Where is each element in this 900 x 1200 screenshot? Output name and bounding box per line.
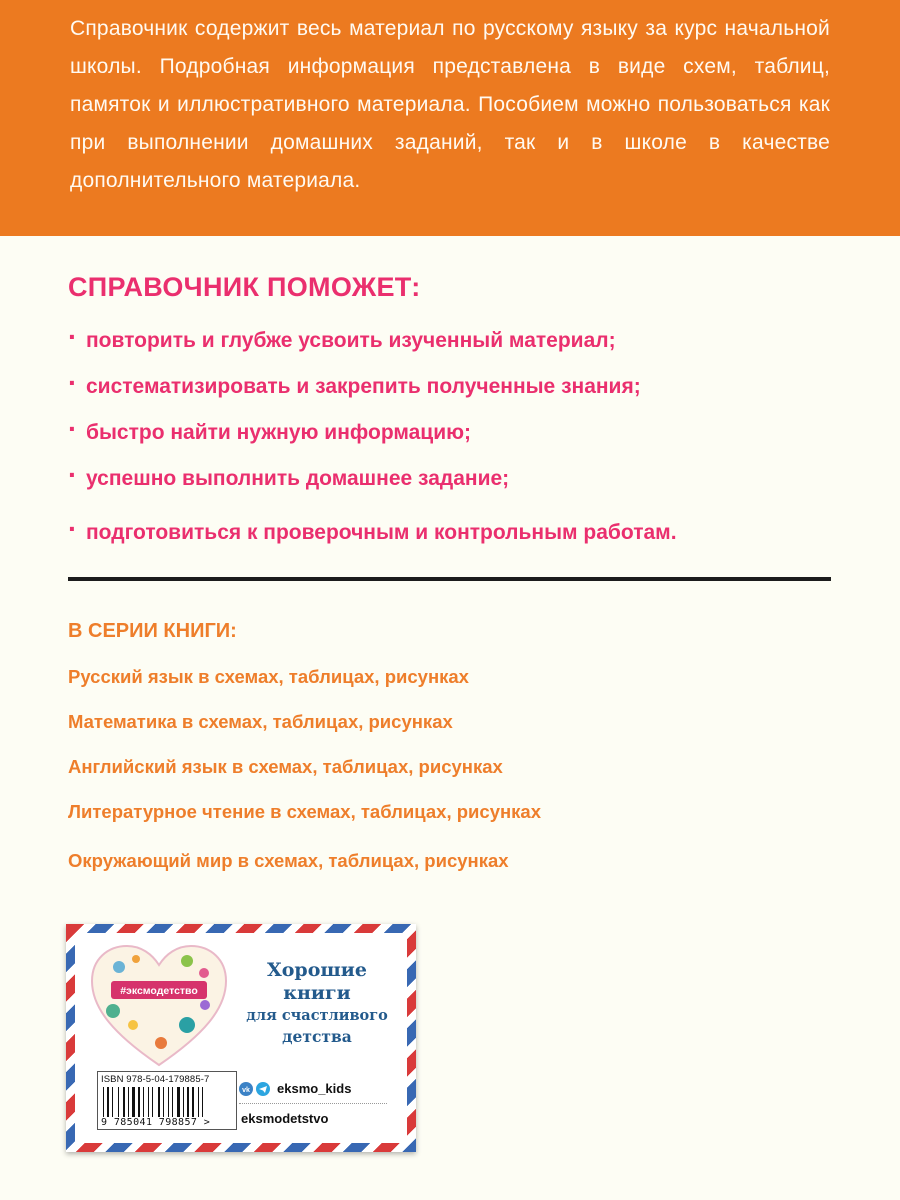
barcode-bar [112, 1087, 113, 1117]
telegram-icon [256, 1082, 270, 1096]
helps-item: · систематизировать и закрепить полученные знания; [66, 364, 677, 410]
barcode-bar [103, 1087, 104, 1117]
series-item: Окружающий мир в схемах, таблицах, рисунках [68, 850, 509, 871]
barcode-bar [158, 1087, 160, 1117]
publisher-card-inner [75, 933, 407, 1143]
social-separator [239, 1103, 387, 1104]
series-item: Математика в схемах, таблицах, рисунках [68, 711, 453, 732]
series-list [68, 656, 541, 885]
decor-dot [181, 955, 193, 967]
barcode-bar [172, 1087, 173, 1117]
vk-icon [239, 1082, 253, 1096]
decor-dot [179, 1017, 195, 1033]
series-item: Литературное чтение в схемах, таблицах, рисунках [68, 801, 542, 822]
barcode-bar [128, 1087, 129, 1117]
barcode-bar [107, 1087, 109, 1117]
isbn-barcode [97, 1071, 237, 1130]
decor-dot [199, 968, 209, 978]
barcode-bar [152, 1087, 153, 1117]
isbn-label: ISBN 978-5-04-179885-7 [101, 1074, 210, 1085]
site-handle: eksmodetstvo [241, 1111, 329, 1126]
series-item: Английский язык в схемах, таблицах, рисунках [68, 756, 503, 777]
barcode-bar [143, 1087, 144, 1117]
barcode-bar [187, 1087, 189, 1117]
barcode-bar [198, 1087, 199, 1117]
decor-dot [113, 961, 125, 973]
social-handle: eksmo_kids [277, 1081, 352, 1096]
slogan-line: Хорошие [267, 959, 367, 981]
barcode-bar [118, 1087, 119, 1117]
barcode-bar [148, 1087, 149, 1117]
helps-list [66, 318, 677, 556]
slogan-line: книги [283, 982, 351, 1004]
heart-logo [89, 943, 229, 1069]
helps-item: · успешно выполнить домашнее задание; [66, 456, 677, 502]
barcode-bar [192, 1087, 194, 1117]
helps-item: · быстро найти нужную информацию; [66, 410, 677, 456]
series-heading: В СЕРИИ КНИГИ: [68, 620, 237, 642]
barcode-digits: 9 785041 798857 > [101, 1117, 211, 1128]
barcode-bar [202, 1087, 203, 1117]
barcode-bar [177, 1087, 180, 1117]
barcode-bar [183, 1087, 184, 1117]
hashtag-label: #эксмодетство [120, 985, 198, 997]
barcode-bar [132, 1087, 135, 1117]
intro-text: Справочник содержит весь материал по русскому языку за курс начальной школы. Подробная информация представлена в виде схем, таблиц, памяток и иллюстративного материала. Пособием можно пользоваться как при выполнении домашних заданий, так и в школе в качестве дополнительного материала. [70, 17, 830, 192]
decor-dot [132, 955, 140, 963]
publisher-card [66, 924, 416, 1152]
social-row [239, 1081, 351, 1096]
helps-item: · повторить и глубже усвоить изученный материал; [66, 318, 677, 364]
section-divider [68, 577, 831, 581]
barcode-bar [138, 1087, 140, 1117]
helps-heading: СПРАВОЧНИК ПОМОЖЕТ: [68, 272, 421, 302]
decor-dot [106, 1004, 120, 1018]
barcode-icon [101, 1087, 227, 1117]
slogan-line: для счастливого [246, 1007, 388, 1024]
barcode-bar [163, 1087, 164, 1117]
decor-dot [155, 1037, 167, 1049]
intro-band [0, 0, 900, 236]
slogan-line: детства [282, 1027, 352, 1046]
helps-item: · подготовиться к проверочным и контрольным работам. [66, 510, 677, 556]
barcode-bar [123, 1087, 125, 1117]
series-item: Русский язык в схемах, таблицах, рисунках [68, 666, 469, 687]
decor-dot [128, 1020, 138, 1030]
barcode-bar [168, 1087, 169, 1117]
slogan [237, 959, 397, 1047]
svg-text:vk: vk [242, 1086, 250, 1094]
decor-dot [200, 1000, 210, 1010]
